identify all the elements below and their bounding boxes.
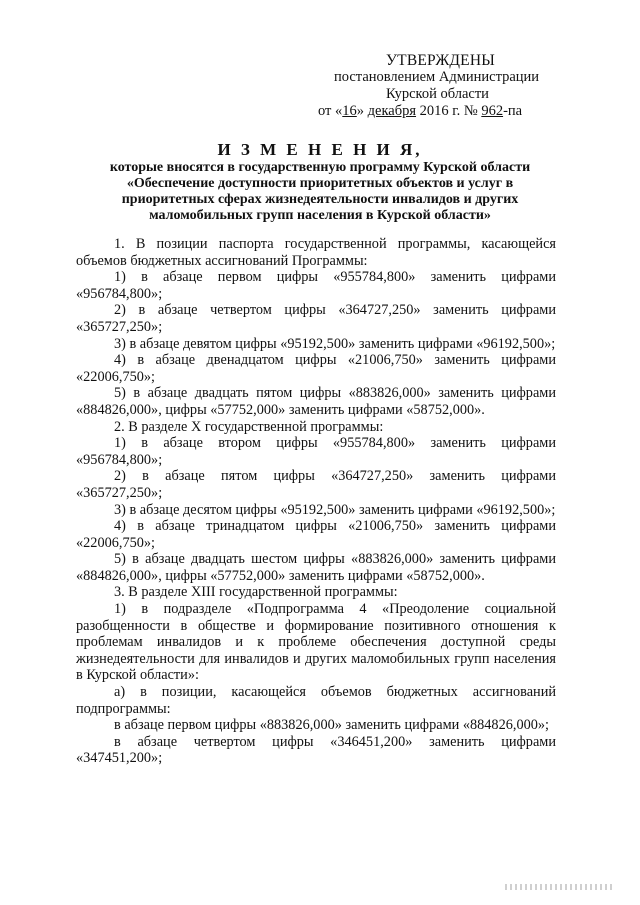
document-heading [60,140,580,224]
paragraph: 5) в абзаце двадцать пятом цифры «883826,000» заменить цифрами «884826,000», цифры «57752,000» заменить цифрами «58752,000». [76,385,556,418]
date-month: декабря [367,103,417,119]
approval-issuer: постановлением Администрации [334,69,540,85]
decree-number: 962 [481,103,504,119]
paragraph: а) в позиции, касающейся объемов бюджетных ассигнований подпрограммы: [76,684,556,717]
paragraph: 4) в абзаце тринадцатом цифры «21006,750» заменить цифрами «22006,750»; [76,518,556,551]
date-prefix: от « [318,103,343,119]
paragraph: 1) в абзаце втором цифры «955784,800» заменить цифрами «956784,800»; [76,435,556,468]
paragraph: 2. В разделе Х государственной программы: [114,418,384,435]
paragraph: в абзаце первом цифры «883826,000» заменить цифрами «884826,000»; [114,717,550,734]
paragraph: 1) в абзаце первом цифры «955784,800» заменить цифрами «956784,800»; [76,269,556,302]
paragraph: 4) в абзаце двенадцатом цифры «21006,750» заменить цифрами «22006,750»; [76,352,556,385]
paragraph: в абзаце четвертом цифры «346451,200» заменить цифрами «347451,200»; [76,733,556,767]
paragraph: 5) в абзаце двадцать шестом цифры «883826,000» заменить цифрами «884826,000», цифры «57752,000» заменить цифрами «58752,000». [76,551,556,584]
heading-line-3: приоритетных сферах жизнедеятельности инвалидов и других [121,192,519,207]
paragraph: 3) в абзаце десятом цифры «95192,500» заменить цифрами «96192,500»; [114,501,556,518]
document-title: И З М Е Н Е Н И Я, [217,140,423,159]
scan-artifact [505,884,615,890]
date-day: 16 [342,103,357,119]
document-body [76,236,556,767]
date-mid1: » [356,103,368,119]
paragraph: 1) в подразделе «Подпрограмма 4 «Преодоление социальной разобщенности в обществе и формирование позитивного отношения к проблемам инвалидов и к проблеме обеспечения доступной среды жизнедеятельности для инвалидов и других маломобильных групп населения в Курской области»: [76,601,556,684]
date-suffix: -па [503,103,523,119]
approval-title: УТВЕРЖДЕНЫ [386,52,495,69]
heading-line-4: маломобильных групп населения в Курской области» [149,208,491,223]
paragraph: 3. В разделе XIII государственной программы: [114,584,398,601]
paragraph: 2) в абзаце пятом цифры «364727,250» заменить цифрами «365727,250»; [76,468,556,501]
paragraph: 1. В позиции паспорта государственной программы, касающейся объемов бюджетных ассигнований Программы: [76,236,556,269]
paragraph: 3) в абзаце девятом цифры «95192,500» заменить цифрами «96192,500»; [114,335,556,352]
paragraph: 2) в абзаце четвертом цифры «364727,250» заменить цифрами «365727,250»; [76,302,556,335]
approval-region: Курской области [386,86,489,102]
heading-line-1: которые вносятся в государственную программу Курской области [109,160,531,175]
approval-block [318,52,568,120]
date-mid2: 2016 г. № [416,103,482,119]
approval-date-line [318,103,568,120]
heading-line-2: «Обеспечение доступности приоритетных объектов и услуг в [126,176,514,191]
